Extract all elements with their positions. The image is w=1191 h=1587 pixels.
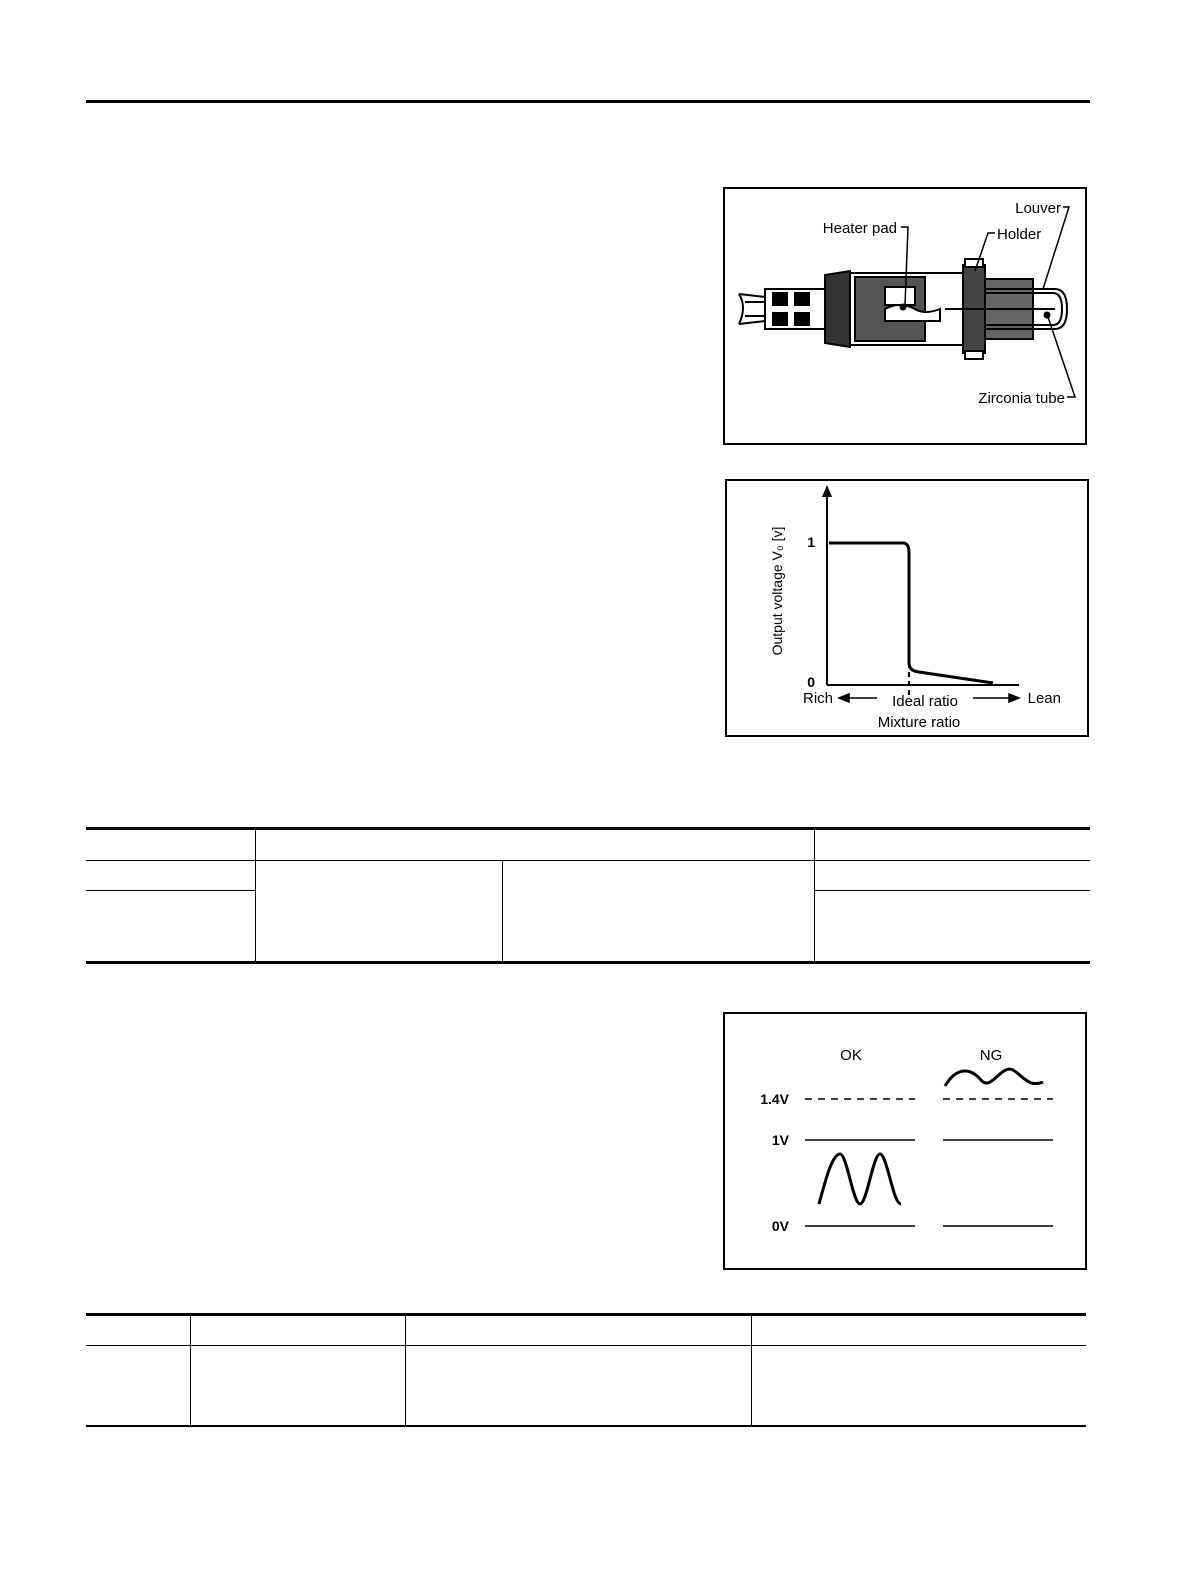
table1-bottom-rule [86,961,1090,964]
table-cell [406,1345,751,1425]
table-cell [815,830,1090,860]
rich-arrow [839,694,877,702]
output-voltage-chart [727,481,1087,735]
zirconia-tube-label: Zirconia tube [978,390,1065,407]
table-cell [86,1316,191,1345]
louver-label: Louver [1015,200,1061,217]
table-cell [406,1316,751,1345]
table-row [86,1345,1086,1425]
holder-label: Holder [997,226,1042,243]
table-cell [255,830,814,860]
y-tick-1: 1 [807,534,815,550]
table-cell [751,1345,1086,1425]
sensor-wires [739,294,765,324]
header-rule [86,100,1090,103]
table-2 [86,1316,1086,1425]
table-1 [86,830,1090,961]
ok-waveform [819,1154,901,1204]
table2-bottom-rule [86,1425,1086,1427]
lean-arrow [973,694,1019,702]
table-row [86,830,1090,860]
table-cell [815,890,1090,961]
table-cell [86,890,255,961]
y-axis-label: Output voltage V₀ [v] [769,526,785,656]
table-cell [86,1345,191,1425]
x-axis-label: Mixture ratio [877,714,961,731]
lean-label: Lean [1027,690,1061,707]
table-cell [191,1316,406,1345]
tick-0v: 0V [771,1218,789,1234]
heater-pad-label: Heater pad [822,220,897,237]
waveform-comparison-chart [725,1014,1085,1268]
sensor-cross-section-drawing [725,189,1085,443]
voltage-curve [829,543,993,683]
tick-1v: 1V [771,1132,789,1148]
table-row [86,1316,1086,1345]
tick-1-4v: 1.4V [760,1091,789,1107]
sensor-body [765,271,965,347]
y-tick-0: 0 [807,674,815,690]
table-cell [502,860,815,961]
table-cell [751,1316,1086,1345]
table-cell [86,860,255,890]
waveform-comparison-figure [723,1012,1087,1270]
sensor-cross-section-figure [723,187,1087,445]
ideal-ratio-label: Ideal ratio [892,693,958,710]
ok-column-label: OK [840,1047,862,1064]
rich-label: Rich [803,690,834,707]
output-voltage-chart-figure [725,479,1089,737]
table-cell [191,1345,406,1425]
table-row [86,860,1090,890]
table-cell [255,860,502,961]
ng-waveform [945,1069,1043,1086]
table-cell [815,860,1090,890]
table-cell [86,830,255,860]
ng-column-label: NG [979,1047,1003,1064]
y-axis-arrow [822,485,832,497]
